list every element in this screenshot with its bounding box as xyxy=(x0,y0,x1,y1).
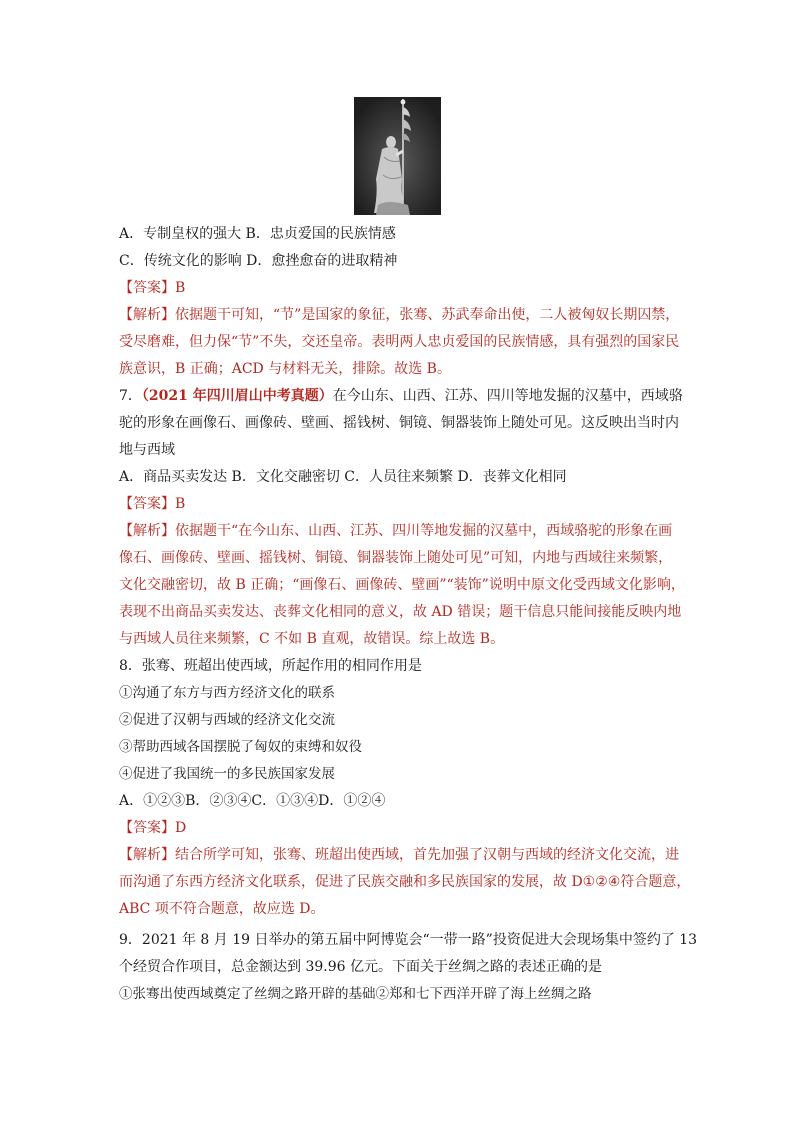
question-text: 在今山东、山西、江苏、四川等地发掘的汉墓中，西域骆 xyxy=(332,388,683,404)
analysis-label: 【解析】 xyxy=(119,307,175,323)
q7-analysis-line-1 xyxy=(119,521,672,541)
q8-stem: 8．张骞、班超出使西域，所起作用的相同作用是 xyxy=(119,658,422,674)
q7-analysis-line-2: 像石、画像砖、壁画、摇钱树、铜镜、铜器装饰上随处可见”可知，内地与西域往来频繁， xyxy=(119,550,673,566)
q6-options-line-1: A．专制皇权的强大 B．忠贞爱国的民族情感 xyxy=(119,226,396,242)
q7-stem-line-2: 驼的形象在画像石、画像砖、壁画、摇钱树、铜镜、铜器装饰上随处可见。这反映出当时内 xyxy=(119,415,679,431)
question-source: （2021 年四川眉山中考真题） xyxy=(141,388,333,404)
q8-item-1: ①沟通了东方与西方经济文化的联系 xyxy=(119,685,335,701)
q7-stem-line-3: 地与西域 xyxy=(119,442,175,458)
analysis-label: 【解析】 xyxy=(119,847,175,863)
q8-analysis-line-1 xyxy=(119,845,679,865)
q7-options: A．商品买卖发达 B．文化交融密切 C．人员往来频繁 D．丧葬文化相同 xyxy=(119,469,567,485)
question-number: 7． xyxy=(119,388,142,404)
q8-analysis-line-3: ABC 项不符合题意，故应选 D。 xyxy=(119,901,325,917)
answer-value: B xyxy=(175,280,186,296)
q6-analysis-line-3: 族意识，B 正确；ACD 与材料无关，排除。故选 B。 xyxy=(119,361,451,377)
q7-analysis-line-4: 表现不出商品买卖发达、丧葬文化相同的意义，故 AD 错误；题干信息只能间接能反映内地 xyxy=(119,604,682,620)
q8-item-2: ②促进了汉朝与西域的经济文化交流 xyxy=(119,712,335,728)
q9-stem-line-1: 9．2021 年 8 月 19 日举办的第五届中阿博览会“一带一路”投资促进大会现场集中签约了 13 xyxy=(119,932,698,948)
q7-analysis-line-3: 文化交融密切，故 B 正确；“画像石、画像砖、壁画”“装饰”说明中原文化受西域文化影响， xyxy=(119,577,685,593)
answer-value: B xyxy=(175,496,186,512)
answer-label: 【答案】 xyxy=(119,280,175,296)
q8-options: A．①②③B．②③④C．①③④D．①②④ xyxy=(119,793,386,809)
historical-figure-photo xyxy=(354,97,441,215)
q8-analysis-line-2: 而沟通了东西方经济文化联系，促进了民族交融和多民族国家的发展，故 D①②④符合题意， xyxy=(119,874,691,890)
q7-stem-line-1 xyxy=(119,386,683,406)
q6-analysis-line-2: 受尽磨难，但力保“节”不失，交还皇帝。表明两人忠贞爱国的民族情感，具有强烈的国家民 xyxy=(119,334,680,350)
q6-analysis-line-1 xyxy=(119,305,679,325)
q6-options-line-2: C．传统文化的影响 D．愈挫愈奋的进取精神 xyxy=(119,253,398,269)
q8-item-4: ④促进了我国统一的多民族国家发展 xyxy=(119,766,335,782)
q7-answer xyxy=(119,494,185,514)
q6-answer xyxy=(119,278,185,298)
answer-value: D xyxy=(175,820,187,836)
figure-holding-staff-photo xyxy=(354,97,441,215)
q9-stem-line-2: 个经贸合作项目，总金额达到 39.96 亿元。下面关于丝绸之路的表述正确的是 xyxy=(119,959,602,975)
answer-label: 【答案】 xyxy=(119,820,175,836)
analysis-text: 依据题干可知，“节”是国家的象征，张骞、苏武奉命出使，二人被匈奴长期囚禁， xyxy=(175,307,680,323)
q8-item-3: ③帮助西域各国摆脱了匈奴的束缚和奴役 xyxy=(119,739,362,755)
analysis-text: 依据题干“在今山东、山西、江苏、四川等地发掘的汉墓中，西域骆驼的形象在画 xyxy=(175,523,673,539)
q8-answer xyxy=(119,818,186,838)
answer-label: 【答案】 xyxy=(119,496,175,512)
analysis-label: 【解析】 xyxy=(119,523,175,539)
q9-items: ①张骞出使西域奠定了丝绸之路开辟的基础②郑和七下西洋开辟了海上丝绸之路 xyxy=(119,986,592,1002)
q7-analysis-line-5: 与西域人员往来频繁，C 不如 B 直观，故错误。综上故选 B。 xyxy=(119,631,505,647)
analysis-text: 结合所学可知，张骞、班超出使西域，首先加强了汉朝与西域的经济文化交流，进 xyxy=(175,847,679,863)
